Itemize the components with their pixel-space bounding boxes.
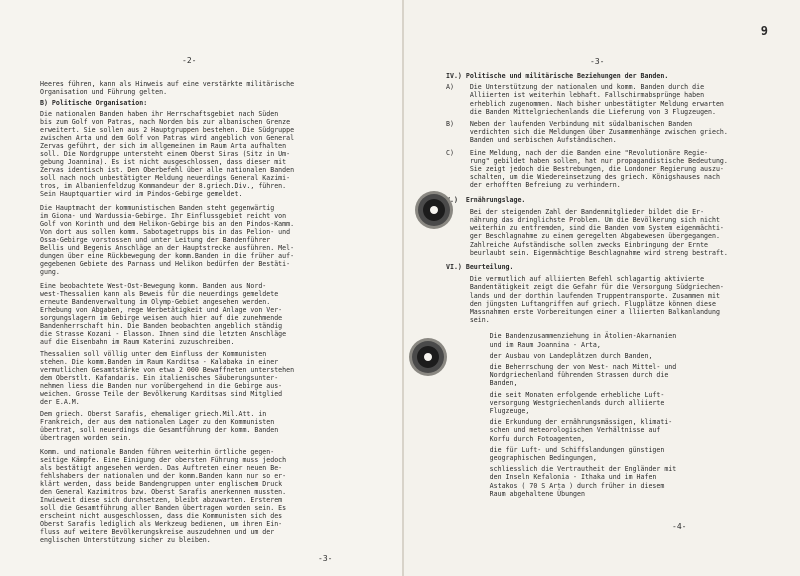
left-bottom-page-number: -3- bbox=[318, 554, 333, 563]
text-line: Oberst Sarafis lediglich als Werkzeug bedienen, um ihren Ein- bbox=[40, 520, 283, 528]
text-line: die Beherrschung der von West- nach Mittel- und bbox=[446, 363, 677, 371]
text-line: Banden und serbischen Aufständischen. bbox=[446, 136, 617, 145]
text-line: den jüngsten Luftangriffen auf griech. Flugplätze können diese bbox=[446, 299, 716, 308]
text-line: bis zum Golf von Patras, nach Norden bis zur albanischen Grenze bbox=[40, 118, 291, 126]
text-line: ger Beschlagnahme zu einem geregelten Abgabewesen übergegangen. bbox=[446, 232, 720, 241]
text-line: Zervas geführt, der sich im allgemeinen im Raum Arta aufhalten bbox=[40, 142, 287, 150]
text-line: der E.A.M. bbox=[40, 398, 80, 406]
text-line: vermutlichen Gesamtstärke von etwa 2 000 Bewaffneten unterstehen bbox=[40, 366, 295, 374]
text-line: IV.) Politische und militärische Beziehungen der Banden. bbox=[446, 72, 669, 80]
text-line: Bandenherrschaft hin. Die Banden beobachten angeblich ständig bbox=[40, 322, 283, 330]
text-line: die seit Monaten erfolgende erhebliche Luft- bbox=[446, 390, 665, 399]
text-line: Komm. und nationale Banden führen weiterhin örtliche gegen- bbox=[40, 448, 275, 456]
text-line: Astakos ( 70 S Arta ) durch früher in diesem bbox=[446, 481, 665, 490]
text-line: übertrat, soll neuerdings die Gesamtführung der komm. Banden bbox=[40, 426, 279, 434]
right-top-page-number: -3- bbox=[590, 57, 605, 66]
text-line: die Erkundung der ernährungsmässigen, klimati- bbox=[446, 418, 673, 427]
text-line: die Banden Mittelgriechenlands die Lieferung von 3 Flugzeugen. bbox=[446, 107, 716, 116]
text-line: Zervas identisch ist. Den Oberbefehl über alle nationalen Banden bbox=[40, 166, 295, 174]
text-line: geographischen Bedingungen, bbox=[446, 454, 597, 462]
text-line: stehen. Die komm.Banden im Raum Karditsa - Kalabaka in einer bbox=[40, 358, 279, 366]
text-line: Massnahmen erste Vorbereitungen einer a lliierten Balkanlandung bbox=[446, 308, 720, 316]
text-line: rung" gebildet haben sollen, hat nur propagandistische Bedeutung. bbox=[446, 156, 728, 165]
text-line: VI.) Beurteilung. bbox=[446, 263, 514, 271]
text-line: Alliierten ist weiterhin lebhaft. Fallschirmabsprünge haben bbox=[446, 91, 705, 100]
text-line: Zahlreiche Aufständische sollen zwecks Einbringung der Ernte bbox=[446, 240, 709, 249]
text-line: weiterhin zu entfremden, sind die Banden vom System eigenmächti- bbox=[446, 224, 724, 233]
text-line: Von dort aus sollen komm. Sabotagetrupps bis in das Pelion- und bbox=[40, 228, 291, 236]
text-line: west-Thessalien kann als Beweis für die neuerdings gemeldete bbox=[40, 290, 279, 298]
text-line: Inwieweit diese sich durchsetzen, bleibt abzuwarten. Ersterem bbox=[40, 496, 283, 504]
text-line: erheblich zugenommen. Nach bisher unbestätigter Meldung erwarten bbox=[446, 99, 724, 108]
text-line: Die Bandenzusammenziehung in Ätolien-Akarnanien bbox=[446, 332, 677, 341]
text-line: erweitert. Sie sollen aus 2 Hauptgruppen bestehen. Die Südgruppe bbox=[40, 126, 295, 134]
text-line: auf die Eisenbahn im Raum Katerini zuzuschreiben. bbox=[40, 338, 235, 346]
text-line: dungen über eine Rückbewegung der komm.Banden in die früher auf- bbox=[40, 252, 295, 260]
text-line: Raum abgehaltene Übungen bbox=[446, 489, 585, 498]
text-line: Bellis und Begenis Anschläge an der Hauptstrecke ausführen. Mel- bbox=[40, 244, 295, 252]
text-line: Bandentätigkeit zeigt die Gefahr für die Versorgung Südgriechen- bbox=[446, 283, 724, 292]
text-line: schalten, um die Wiedereinsetzung des griech. Königshauses nach bbox=[446, 173, 720, 182]
text-line: Golf von Korinth und dem Helikon-Gebirge bis an den Pindos-Kamm. bbox=[40, 220, 295, 228]
text-line: Ossa-Gebirge vorstossen und unter Leitung der Bandenführer bbox=[40, 236, 271, 244]
text-line: Frankreich, der aus dem nationalen Lager zu den Kommunisten bbox=[40, 418, 275, 426]
text-line: beurlaubt sein. Eigenmächtige Beschlagnahme wird streng bestraft. bbox=[446, 248, 728, 257]
text-line: C) Eine Meldung, nach der die Banden eine "Revolutionäre Regie- bbox=[446, 148, 709, 157]
text-line: der Ausbau von Landeplätzen durch Banden, bbox=[446, 351, 653, 360]
text-line: verdichten sich die Meldungen über Zusammenhänge zwischen griech. bbox=[446, 128, 728, 137]
text-line: fluss auf weitere Bevölkerungskreise auszudehnen und um der bbox=[40, 528, 275, 536]
text-line: schliesslich die Vertrautheit der Engländer mit bbox=[446, 465, 677, 474]
text-line: Organisation und Führung gelten. bbox=[40, 88, 168, 96]
text-line: Die nationalen Banden haben ihr Herrschaftsgebiet nach Süden bbox=[40, 110, 279, 118]
text-line: soll. Die Nordgruppe untersteht einem Oberst Siras (Sitz in Um- bbox=[40, 150, 291, 158]
text-line: Flugzeuge, bbox=[446, 407, 530, 415]
text-line: übertragen worden sein. bbox=[40, 434, 132, 442]
text-line: gegebenen Gebiete des Parnass und Helikon bedürfen der Bestäti- bbox=[40, 260, 291, 268]
text-line: weichen. Grosse Teile der Bevölkerung Karditsas sind Mitglied bbox=[40, 390, 283, 398]
text-line: Thessalien soll völlig unter dem Einfluss der Kommunisten bbox=[40, 350, 267, 358]
punch-hole-lower bbox=[417, 346, 439, 368]
text-line: erscheint nicht ausgeschlossen, dass die Kommunisten sich des bbox=[40, 512, 283, 520]
right-bottom-page-number: -4- bbox=[672, 522, 687, 531]
text-line: Eine beobachtete West-Ost-Bewegung komm. Banden aus Nord- bbox=[40, 282, 267, 290]
text-line: sein. bbox=[446, 316, 490, 325]
text-line: Heeres führen, kann als Hinweis auf eine verstärkte militärische bbox=[40, 80, 295, 88]
corner-page-number: 9 bbox=[760, 24, 768, 38]
text-line: Die vermutlich auf alliierten Befehl schlagartig aktivierte bbox=[446, 275, 705, 284]
text-line: soll nach noch unbestätigter Meldung neuerdings General Kazimi- bbox=[40, 174, 291, 182]
text-line: Bei der steigenden Zahl der Bandenmitglieder bildet die Er- bbox=[446, 207, 705, 216]
text-line: englischen Unterstützung sicher zu bleiben. bbox=[40, 536, 211, 544]
text-line: den General Kazimitros bzw. Oberst Sarafis anerkennen mussten. bbox=[40, 488, 287, 496]
text-line: gebung Joannina). Es ist nicht ausgeschlossen, dass dieser mit bbox=[40, 158, 287, 166]
punch-hole-upper bbox=[423, 199, 445, 221]
text-line: versorgung Westgriechenlands durch alliierte bbox=[446, 398, 665, 407]
text-line: nährung das dringlichste Problem. Um die Bevölkerung sich nicht bbox=[446, 216, 720, 224]
text-line: Die Hauptmacht der kommunistischen Banden steht gegenwärtig bbox=[40, 204, 275, 212]
text-line: B) Neben der laufenden Verbindung mit südalbanischen Banden bbox=[446, 120, 693, 128]
text-line: den Inseln Kefalonia - Ithaka und im Hafen bbox=[446, 473, 657, 482]
text-line: dem Oberstlt. Kafandaris. Ein italienisches Säuberungsunter- bbox=[40, 374, 279, 382]
text-line: klärt werden, dass beide Bandengruppen unter englischem Druck bbox=[40, 480, 283, 488]
text-line: und im Raum Joannina - Arta, bbox=[446, 340, 601, 349]
text-line: V.) Ernährungslage. bbox=[446, 195, 526, 204]
text-line: schen und meteorologischen Verhältnisse auf bbox=[446, 426, 661, 435]
text-line: Erhebung von Abgaben, rege Werbetätigkeit und Anlage von Ver- bbox=[40, 306, 283, 314]
right-page bbox=[404, 0, 800, 576]
text-line: sorgungslagern im Gebirge weisen auch hier auf die zunehmende bbox=[40, 314, 283, 322]
text-line: die Strasse Kozani - Elasson. Ihnen sind die letzten Anschläge bbox=[40, 330, 287, 338]
text-line: nehmen liess die Banden nur vorübergehend in die Gebirge aus- bbox=[40, 382, 283, 390]
text-line: Korfu durch Fotoagenten, bbox=[446, 434, 585, 443]
text-line: gung. bbox=[40, 268, 60, 276]
text-line: fehlshabers der nationalen und der komm.Banden kann nur so er- bbox=[40, 472, 287, 480]
text-line: lands und der dorthin laufenden Truppentransporte. Zusammen mit bbox=[446, 291, 720, 300]
text-line: B) Politische Organisation: bbox=[40, 99, 148, 107]
text-line: als bestätigt angesehen werden. Das Auftreten einer neuen Be- bbox=[40, 464, 283, 472]
text-line: Banden, bbox=[446, 379, 518, 388]
text-line: Sein Hauptquartier wird im Pindos-Gebirge gemeldet. bbox=[40, 190, 243, 198]
text-line: im Giona- und Wardussia-Gebirge. Ihr Einflussgebiet reicht von bbox=[40, 212, 287, 220]
text-line: seitige Kämpfe. Eine Einigung der obersten Führung muss jedoch bbox=[40, 456, 287, 464]
left-top-page-number: -2- bbox=[182, 56, 197, 65]
text-line: tros, im Albanienfeldzug Kommandeur der 8.griech.Div., führen. bbox=[40, 182, 287, 190]
text-line: A) Die Unterstützung der nationalen und komm. Banden durch die bbox=[446, 83, 705, 92]
text-line: zwischen Arta und dem Golf von Patras wird angeblich von General bbox=[40, 134, 295, 142]
text-line: Nordgriechenland führenden Strassen durch die bbox=[446, 371, 669, 380]
text-line: erneute Bandenverwaltung im Olymp-Gebiet angesehen werden. bbox=[40, 298, 271, 306]
text-line: Sie zeigt jedoch die Bestrebungen, die Londoner Regierung auszu- bbox=[446, 165, 724, 173]
text-line: der erhofften Befreiung zu verhindern. bbox=[446, 181, 621, 190]
text-line: soll die Gesamtführung aller Banden übertragen worden sein. Es bbox=[40, 504, 287, 512]
text-line: die für Luft- und Schiffslandungen günstigen bbox=[446, 445, 665, 454]
text-line: Dem griech. Oberst Sarafis, ehemaliger griech.Mil.Att. in bbox=[40, 410, 267, 418]
